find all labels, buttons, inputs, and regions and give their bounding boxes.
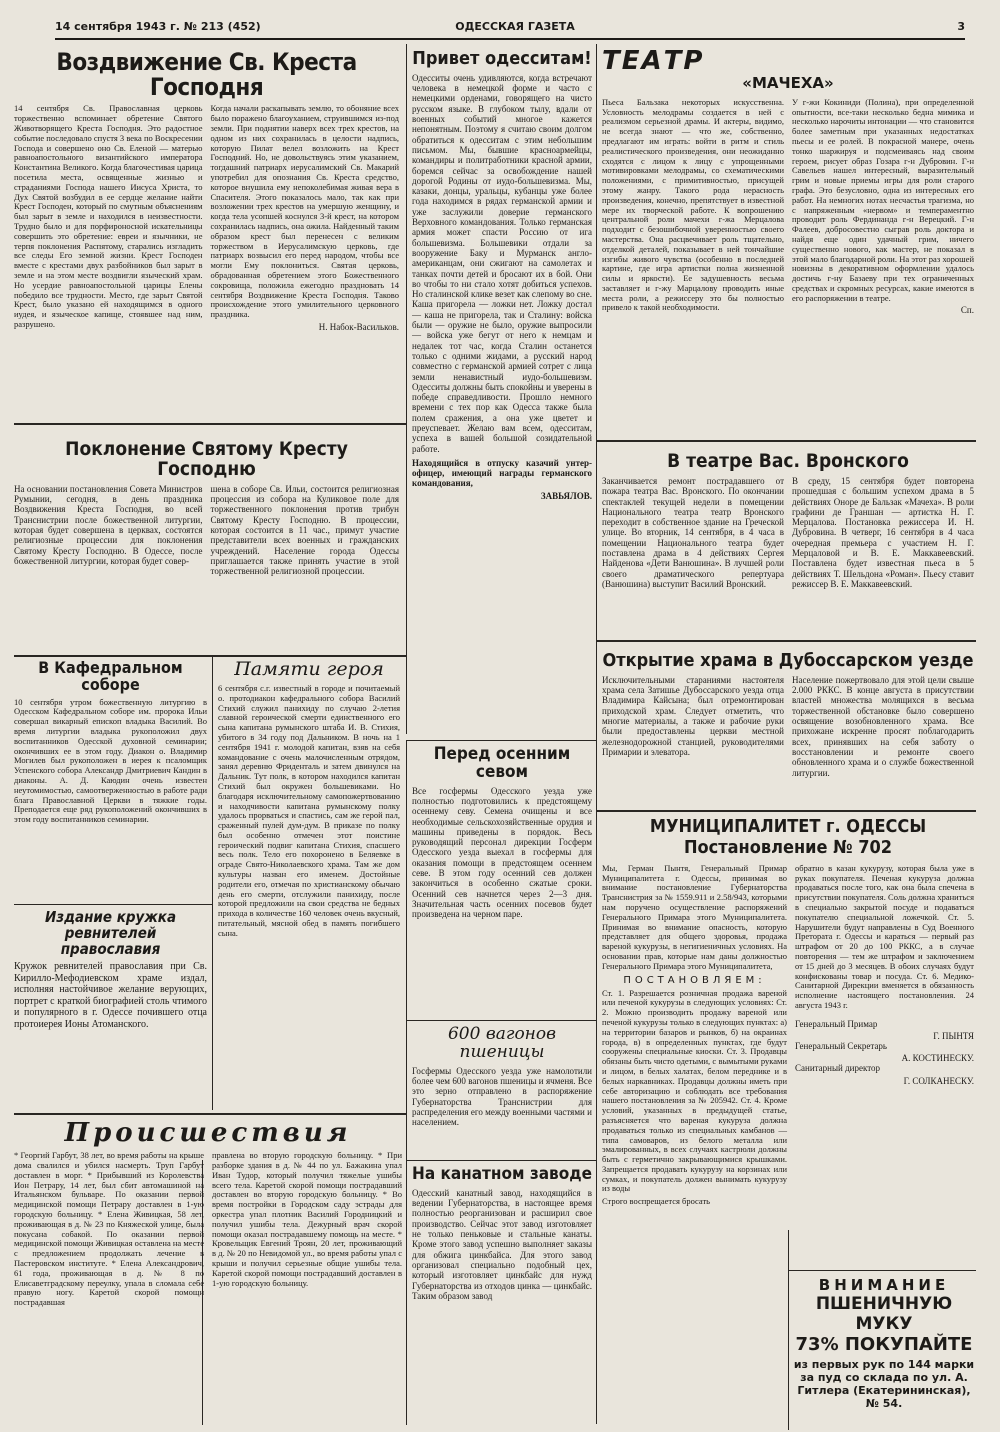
article-vronsky-theatre bbox=[602, 452, 974, 637]
section-rule bbox=[406, 1160, 596, 1161]
article-signature-note: Находящийся в отпуску казачий унтер-офицер, имеющий награды германского командования, bbox=[412, 457, 592, 489]
section-rule bbox=[596, 440, 976, 442]
article-body: * Георгий Гарбут, 38 лет, во время работы на крыше дома свалился и убился насмерть. Труп Гарбут доставлен в морг. * Прибывший из Королевства Ион Петрару, 14 лет, был сбит автомашиной на Итальянском бульваре. По оказании первой медицинской помощи Петрару доставлен в 1-ую городскую больницу. * Елена Живицкая, 58 лет, проживающая в д. № 23 по Княжеской улице, была покусана собакой. По оказании первой медицинской помощи Живицкая оставлена на месте с предложением продолжать лечение в Пастеровском институте. * Елена Александрович, 61 года, проживающая в д. № 8 по Елисаветградскому переулку, упала в сломала себе правую ногу. Каретой скорой помощи пострадавшая bbox=[14, 1150, 204, 1308]
article-body: Население пожертвовало для этой цели свыше 2.000 РККС. В конце августа в присутствии властей множества молящихся в весьма торжественной обстановке было совершено освящение возобновленного храма. Все прихожане искренне просят поблагодарить всех, принявших на себя заботу о восстановлении и ремонте своего обновленного храма и о службе божественной литургии. bbox=[792, 674, 974, 778]
article-veneration bbox=[14, 440, 399, 652]
article-title: Привет одесситам! bbox=[412, 50, 592, 69]
column-rule bbox=[212, 655, 213, 1110]
issue-date: 14 сентября 1943 г. № 213 (452) bbox=[55, 20, 261, 33]
decree-signatures bbox=[795, 1019, 974, 1086]
decree-header: МУНИЦИПАЛИТЕТ г. ОДЕССЫ bbox=[649, 818, 927, 837]
article-body: правлена во вторую городскую больницу. * При разборке здания в д. № 44 по ул. Бажакина упал Иван Тудор, который получил тяжелые ушибы всего тела. Каретой скорой помощи пострадавший доставлен во вторую городскую больницу. * Во время постройки в Городском саду эстрады для оркестра упал плотник Василий Городницкий и получил ушибы тела. Дежурный врач скорой помощи оказал пострадавшему помощь на месте. * Кровельщик Евгений Троян, 20 лет, проживающий в д. № 20 по Невидомой ул., во время работы упал с крыши и получил серьезные общие ушибы тела. Каретой скорой помощи пострадавший доставлен в 1-ую городскую больницу. bbox=[212, 1150, 402, 1288]
article-body: На основании постановления Совета Министров Румынии, сегодня, в день праздника Воздвижения Креста Господня, во всей Транснистрии после божественной литургии, которая будет совершена в церквах, состоятся религиозные процессии для поклонения Святому Кресту Господню. В Одессе, после божественной литургии, которая будет совер- bbox=[14, 483, 203, 566]
article-theatre-review bbox=[602, 46, 974, 438]
page-number: 3 bbox=[957, 20, 965, 33]
signatory-name: А. КОСТИНЕСКУ. bbox=[901, 1053, 974, 1064]
ad-call: 73% ПОКУПАЙТЕ bbox=[795, 1334, 973, 1355]
article-hero-memory bbox=[218, 660, 400, 1110]
section-title: ТЕАТР bbox=[602, 46, 705, 76]
article-title: В театре Вас. Вронского bbox=[667, 452, 909, 472]
article-signature: Сп. bbox=[960, 305, 974, 316]
decree-articles-cont: обратно в казан кукурузу, которая была уже в руках покупателя. Печеная кукуруза должна продаваться после того, как она была спечена в присутствии покупателя. Соль должна храниться в специально закрытой посуде и подаваться покупателю специальной ложечкой. Ст. 5. Нарушители будут направлены в Суд Военного Претората г. Одессы и караться — первый раз штрафом от 20 до 100 РККС, а в случае повторения — тем же штрафом и заключением от 15 дней до 3 месяцев. В обоих случаях будут конфискованы товар и посуда. Ст. 6. Медико-Санитарной Дирекции вменяется в обязанность исполнение настоящего постановления. 24 августа 1943 г. bbox=[795, 862, 974, 1010]
column-rule bbox=[406, 740, 407, 1425]
flour-advertisement bbox=[792, 1276, 976, 1426]
section-rule bbox=[14, 904, 212, 905]
article-body: Одесский канатный завод, находящийся в ведении Губернаторства, в настоящее время полностью реорганизован и расширил свое производство. Сейчас этот завод изготовляет не только пеньковые и стальные канаты. Кроме этого завод успешно выполняет заказы для обжига цинкбайса. Для этого завод организовал специально подобный цех, который изготовляет цинкбайс для нужд Губернаторства из отходов цинка — цинкбайс. Таким образом завод bbox=[412, 1187, 592, 1301]
article-signature: ЗАВЬЯЛОВ. bbox=[540, 490, 592, 501]
article-incidents bbox=[14, 1120, 402, 1426]
section-rule bbox=[406, 740, 596, 741]
page-header bbox=[55, 18, 965, 40]
section-rule bbox=[596, 810, 976, 812]
decree-continuation: Строго воспрещается бросать bbox=[602, 1196, 711, 1207]
article-autumn-sowing bbox=[412, 746, 592, 1018]
decree-preamble: Мы, Герман Пынтя, Генеральный Примар Муниципалитета г. Одессы, принимая во внимание постановление Губернаторства Транснистрия за № 1559.911 и 2.58/943, которыми нам поручено осуществление распоряжений Генерального Примара этого Муниципалитета. Принимая во внимание опасность, которую представляет для общего здоровья, продажа вареной кукурузы, в негигиеничных условиях. На основании прав, которые нам даны должностью Генерального Примара этого Муниципалитета, bbox=[602, 862, 787, 971]
article-body: Госфермы Одесского уезда уже намолотили более чем 600 вагонов пшеницы и ячменя. Все это зерно отправлено в распоряжение Губернаторства Транснистрии для распределения его между военными частями и населением. bbox=[412, 1065, 592, 1128]
signatory-name: Г. ПЫНТЯ bbox=[933, 1031, 974, 1042]
article-zealots-circle bbox=[14, 910, 207, 1110]
article-body: Пьеса Бальзака некоторых искусственна. Условность мелодрамы создается в ней с реализмом серьезной драмы. И актеры, видимо, не всегда знают — что же, собственно, предлагают им играть: войти в ритм и стиль реалистического произведения, они неожиданно сходятся с лицом к лицу с упрощенными мотивировками мелодрамы, со схематическими положениями, с примитивностью, присущей этому жанру. Такого рода нерасность произведения, конечно, препятствует в известной мере их творческой работе. К вопрошению центральной роли мачехи г-жа Мерцалова подходит с безошибочной уверенностью своего мастерства. Она расцвечивает роль тщательно, отделкой деталей, показывает в ней тончайшие изгибы живого чувства (особенно в последней картине, где игра артистки полна жизненной силы и яркости). Ее задушевность весьма заставляет и г-жу Марцалову проводить иные места роли, а режиссеру это бы полностью привело к такой необходимости. bbox=[602, 96, 784, 313]
article-signature: Н. Набок-Васильков. bbox=[318, 321, 399, 332]
ad-product: ПШЕНИЧНУЮ МУКУ bbox=[815, 1294, 953, 1334]
decree-resolve: ПОСТАНОВЛЯЕМ: bbox=[623, 974, 766, 986]
article-body: 6 сентября с.г. известный в городе и почитаемый о. протодиакон кафедрального собора Василий Стихий служил панихиду по случаю 2-летия славной героической смерти единственного его сына капитана румынского штаба И. В. Стихия, убитого в 34 году под Дальником. В ночь на 1 сентября 1941 г. молодой капитан, взяв на себя командование с очень малочисленным отрядом, занял деревню Фриденталь и затем двинулся на Дальник. Тут полк, в котором находился капитан Стихий был окружен большевиками. Но благодаря исключительному самопожертвованию и находчивости капитана румынскому полку удалось прорваться и спастись, сам же герой пал, сраженный пулей дум-дум. В приказе по полку был особенно отмечен этот поистине героический подвиг капитана Стихия, спасшего весь полк. Тело его похоронено в Беляевке в ограде Свято-Николаевского храма. Там же дом культуры назван его именем. Достойные родители его, отмечая по христианскому обычаю день его смерти, отслужили панихиду, после которой предложили на свои средства не бедных прихода в количестве 160 человек очень вкусный, питательный, мясной обед в память погибшего сына. bbox=[218, 682, 400, 938]
signatory-role: Генеральный Примар bbox=[795, 1018, 878, 1029]
section-rule bbox=[596, 640, 976, 642]
article-title: Открытие храма в Дубоссарском уезде bbox=[602, 652, 974, 671]
ad-attention: ВНИМАНИЕ bbox=[818, 1276, 950, 1294]
article-body: В среду, 15 сентября будет повторена прошедшая с большим успехом драма в 5 действиях Оноре де Бальзак «Мачеха». В роли графини де Граншан — артистка Н. Г. Мерцалова. Постановка режиссера И. Н. Дубровина. В четверг, 16 сентября в 4 часа очередная премьера с участием Н. Г. Мерцаловой и В. Е. Маккавеевский. Поставлена будет известная пьеса в 5 действиях Т. Шельдона «Роман». Пьесу ставит режиссер В. Е. Маккавеевский. bbox=[792, 475, 974, 589]
signatory-role: Санитарный директор bbox=[795, 1063, 881, 1074]
section-rule bbox=[14, 1113, 406, 1115]
article-title: Издание кружка ревнителей православия bbox=[44, 910, 177, 958]
article-title: «МАЧЕХА» bbox=[742, 74, 834, 92]
article-title: Памяти героя bbox=[234, 660, 384, 680]
section-rule bbox=[14, 655, 406, 657]
article-title: Поклонение Святому Кресту Господню bbox=[65, 440, 348, 480]
signatory-role: Генеральный Секретарь bbox=[795, 1041, 888, 1052]
article-body: Все госфермы Одесского уезда уже полностью подготовились к предстоящему осеннему севу. Семена очищены и все необходимые сельскохозяйственные орудия и машины приведены в порядок. Весь руководящий персонал дирекции Госферм Одесского уезда выехал в госфермы для оказания помощи в предстоящем осеннем севе. В этом году осенний сев должен закончиться в особенно сжатые сроки. Осенний сев начнется через 2—3 дня. Значительная часть осенних посевов будет произведена на черном паре. bbox=[412, 785, 592, 920]
column-rule bbox=[596, 44, 597, 1424]
section-rule bbox=[14, 423, 406, 425]
article-title: В Кафедральном соборе bbox=[38, 660, 183, 694]
article-body: Исключительными стараниями настоятеля храма села Затишье Дубоссарского уезда отца Владимира Кайсына; был отремонтирован приходской храм. Следует отметить, что многие материалы, а также и рабочие руки были предоставлены церкви местной железнодорожной станцией, руководителями Примарии и элеватора. bbox=[602, 674, 784, 757]
article-rope-plant bbox=[412, 1166, 592, 1426]
article-body: Одесситы очень удивляются, когда встречают человека в немецкой форме и часто с немецкими орденами, говорящего на чисто русском языке. В глубоком тылу, вдали от военных событий многое кажется непонятным. Поэтому я считаю своим долгом обратиться к одесситам с этим небольшим письмом. Мы, бывшие красноармейцы, командиры и политработники красной армии, боремся сейчас за освобождение нашей дорогой Родины от иудо-большевизма. Мы, казаки, донцы, уральцы, кубанцы уже более года находимся в рядах германской армии и уже заслужили доверие германского Верховного командования. Только германская армия может спасти Россию от ига большевизма. Большевики отдали за вооружение Баку и Мурманск англо-американцам, они сжигают на самолетах и танках почти детей и бросают их в бой. Они во чтобы то ни стало хотят добиться успехов. Но сталинской клике везет как слепому во сне. Каша пригорела — ложки нет. Ложку достал — каша не пригорела, так и Сталину: войска были — оружие не было, оружие выпросили — войска уже бегут от него к немцам и недалек тот час, когда Сталин останется только с одними жидами, а русский народ совместно с германской армией сотрет с лица земли ненавистный иудо-большевизм. Одесситы должны быть спокойны и уверены в победе справедливости. Прошло немного времени с тех пор как Одесса также была полем сражения, а она уже цветет и преуспевает. Желаю вам всем, одесситам, успеха в вашей большой созидательной работе. bbox=[412, 72, 592, 454]
decree-articles: Ст. 1. Разрешается розничная продажа вареной или печеной кукурузы в следующих условиях: Ст. 2. Можно производить продажу вареной или печеной кукурузы только в следующих пунктах: а) на территории базаров и рынков, б) на окраинах города, в) в определенных пунктах, где будут сооружены специальные киоски. Ст. 3. Продавцы обязаны быть чисто одетыми, с вымытыми руками и лицом, в белых халатах, белом переднике и в белых наркавниках. Продавцы должны иметь при себе авторизацию и соблюдать все требования нашего постановления за № 205942. Ст. 4. Кроме условий, указанных в предыдущей статье, разъясняется что вареная кукуруза должна продаваться только из специальных камбанов — типа самоваров, из белого металла или эмалированных, в всех случаях кастрюли должны быть с герметично закрывающимися крышками. Запрещается продавать кукурузу на корзинах или сумках, и покупатель должен вынимать кукурузу из воды bbox=[602, 987, 787, 1194]
article-title: Перед осенним севом bbox=[433, 746, 571, 782]
article-wheat-wagons bbox=[412, 1026, 592, 1158]
article-body: Когда начали раскапывать землю, то обоняние всех было поражено благоуханием, струившимся из-под земли. При поднятии наверх всех трех крестов, на одном из них сохранилась в целости надпись, которую Пилат велел возложить на Крест Господний. Но, не довольствуясь этим указанием, тогдашний патриарх иерусалимский Св. Макарий употребил для опознания Св. Креста средство, которое внушила ему непоколебимая живая вера в Спасителя. Этого показалось мало, так как при возложении трех крестов на умершую женщину, и когда тела усопшей коснулся 3-й крест, на котором сохранилась надпись, она ожила. Найденный таким образом крест был перенесен с великим торжеством в Иерусалимскую церковь, где патриарх возвысил его перед народом, чтобы все могли Ему поклониться. Святая церковь, обрадованная обретением этого Божественного сокровища, положила ежегодно праздновать 14 сентября Воздвижение Креста Господня. Таково происхождение этого умилительного церковного праздника. bbox=[210, 103, 399, 320]
article-body: шена в соборе Св. Ильи, состоится религиозная процессия из собора на Куликовое поле для торжественного поклонения против трибун Святому Кресту Господню. В процессии, которая состоится в 11 час., примут участие представители всех военных и гражданских учреждений. Население города Одессы приглашается также принять участие в этой торжественной религиозной процессии. bbox=[210, 483, 399, 577]
section-rule bbox=[406, 1020, 596, 1021]
article-exaltation bbox=[14, 50, 399, 422]
signatory-name: Г. СОЛКАНЕСКУ. bbox=[903, 1075, 974, 1086]
article-dubossary-church bbox=[602, 652, 974, 807]
article-body: Кружок ревнителей православия при Св. Кирилло-Мефодиевском храме издал, исполняя настойчивое желание верующих, портрет с краткой биографией столь чтимого и популярного в г. Одессе почившего отца протоиерея Ионы Атоманского. bbox=[14, 961, 207, 1030]
article-cathedral bbox=[14, 660, 207, 902]
column-rule bbox=[406, 44, 407, 734]
article-body: 10 сентября утром божественную литургию в Одесском Кафедральном соборе им. пророка Ильи совершал викарный епископ владыка Василий. Во время литургии владыка рукоположил двух воспитанников Одесской духовной семинарии; окончивших ее в этом году. Диакон о. Владимир Могилев был рукоположен в иерея к псаломщик Успенского собора Александр Дмитриевич Кандин в диаконы. А. Д. Каюдин очень известен неутомимостью, самоотверженностью в работе ради блага Православной Церкви в тяжкие годы. Преподается еще ряд рукоположений окончивших в этом году воспитанников семинарии. bbox=[14, 696, 207, 825]
article-body: У г-жи Кокиниди (Полина), при определенной опытности, все-таки несколько бедна мимика и несколько нарочиты интонации — что становится более заметным при указанных недостатках пьесы и ее ролей. В покрасной манере, очень тонко шаржируя и подсмеиваясь над своим героем, рисует образ Гозара г-н Дубровин. Г-н Савельев нашел интересный, выразительный грим и новые приемы игры для роли старого графа. Это безусловно, одна из интересных его работ. На немногих нотах несчастья трагизма, но с напряженным «нервом» и темпераментно проводит роль Фердинанда г-н Верецкий. Г-н Фалеев, добросовестно сыграв роль доктора и найдя еще один удачный грим, ничего существенно нового, как мастер, не показал в этой мало благодарной роли. На этот раз хорошей новизны в декоративном оформлении удалось достичь г-ну Базаеву при тех ограниченных средствах и скромных ресурсах, какие имеются в его распоряжении в театре. bbox=[792, 96, 974, 303]
article-body: Заканчивается ремонт пострадавшего от пожара театра Вас. Вронского. По окончании спектаклей текущей недели в помещении Национального театра театр Вронского переходит в собственное здание на Греческой улице. Во вторник, 14 сентября, в 4 часа в помещении Национального театра будет поставлена драма в 4 действиях Сергея Найденова «Дети Ванюшина». В лучшей роли своего драматического репертуара (Ванюшина) выступит Василий Вронский. bbox=[602, 475, 784, 589]
article-greeting bbox=[412, 50, 592, 735]
paper-name: ОДЕССКАЯ ГАЗЕТА bbox=[455, 20, 575, 33]
article-body: 14 сентября Св. Православная церковь торжественно вспоминает обретение Святого Животворящего Креста Господня. Это радостное событие последовало спустя 3 века по Воскресении Господа и совершено оно Св. Еленой — матерью равноапостольного византийского императора Константина Великого. Когда благочестивая царица посетила места, освященные жизнью и страданиями Господа нашего Иисуса Христа, то Дух Святой возбудил в ее сердце желание найти Крест Господен, который по смутным объяснениям был зарыт в земле и находился в неизвестности. Трудно было и для порфироносной искательницы совершить это обретение: евреи и язычники, не терпя поклонения Распятому, старались изгладить все следы Его земной жизни. Крест Господен вместе с крестами двух разбойников был зарыт в земле и на этом месте воздвигли языческий храм. Но усердие равноапостольной царицы Елены победило все трудности. Место, где зарыт Святой Крест, было указано ей находящимся в одного иудея, и языческое капище, стоявшее над ним, разрушено. bbox=[14, 103, 203, 329]
article-title: Происшествия bbox=[64, 1120, 352, 1148]
decree-title: Постановление № 702 bbox=[683, 836, 893, 858]
article-title: На канатном заводе bbox=[412, 1166, 592, 1184]
article-title: 600 вагонов пшеницы bbox=[447, 1026, 557, 1062]
ad-details: из первых рук по 144 марки за пуд со склада по ул. А. Гитлера (Екатерининская), № 54. bbox=[793, 1358, 975, 1410]
article-title: Воздвижение Св. Креста Господня bbox=[56, 50, 357, 102]
